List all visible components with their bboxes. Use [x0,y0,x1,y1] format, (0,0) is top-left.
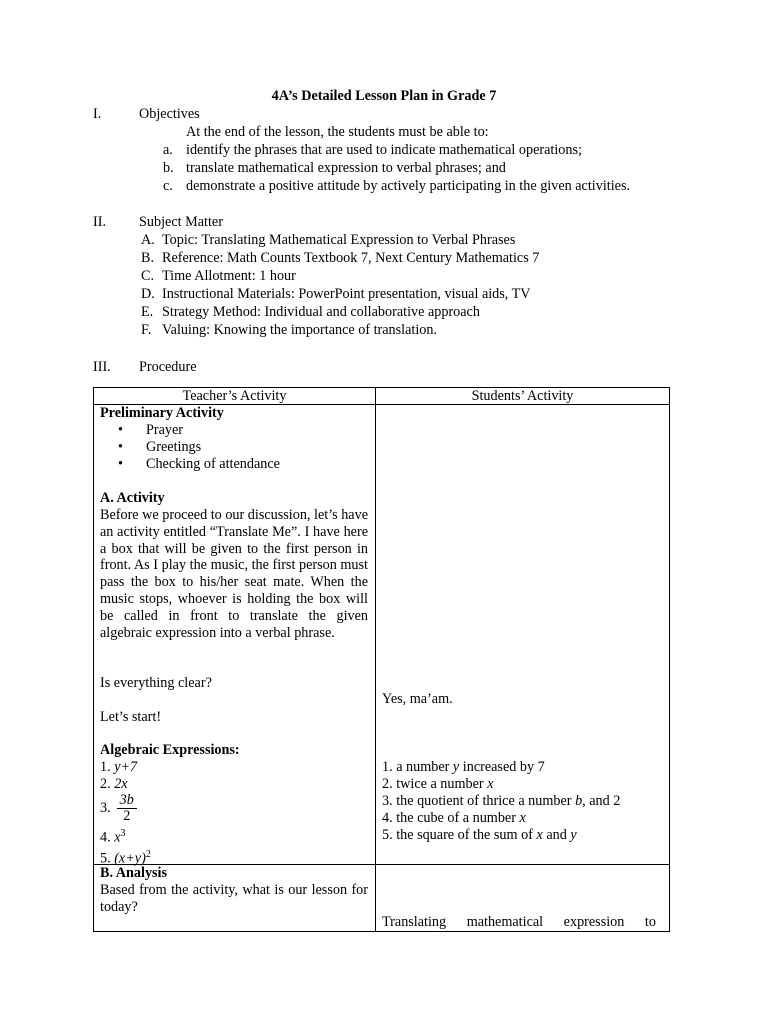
subject-item: Instructional Materials: PowerPoint presentation, visual aids, TV [162,286,531,302]
document-title: 4A’s Detailed Lesson Plan in Grade 7 [271,88,497,104]
objective-item: translate mathematical expression to verbal phrases; and [186,160,506,176]
expression-item: 2. 2x [100,776,128,792]
subject-marker: C. [141,268,155,284]
algebraic-heading: Algebraic Expressions: [100,742,240,758]
objective-item: demonstrate a positive attitude by actively participating in the given activities. [186,178,631,194]
table-header-row [94,388,670,405]
subject-item: Strategy Method: Individual and collaborative approach [162,304,480,320]
analysis-question: Based from the activity, what is our lesson for today? [100,882,368,915]
bullet-item: • Prayer [118,422,184,438]
activity-paragraph: Before we proceed to our discussion, let’s have an activity entitled “Translate Me”. I have here a box that will be given to the first person in front. As I play the music, the first person must pass the box to his/her seat mate. When the music stops, whoever is holding the box will be called in front to translate the given algebraic expression into a verbal phrase. [100,507,368,641]
section-numeral-procedure: III. [93,359,111,375]
answer-item: 3. the quotient of thrice a number b, and 2 [382,793,621,809]
fraction: $\frac{3b}{2}$ [117,793,137,824]
table-row-activity [94,405,670,865]
teacher-activity-cell [94,405,376,865]
section-numeral-objectives: I. [93,106,102,122]
subject-marker: B. [141,250,155,266]
subject-marker: E. [141,304,154,320]
column-header-students: Students’ Activity [376,388,670,405]
subject-item: Valuing: Knowing the importance of translation. [162,322,438,338]
section-heading-subject-matter: Subject Matter [139,214,223,230]
subject-marker: A. [141,232,155,248]
objective-marker: c. [163,178,173,194]
table-row-analysis [94,865,670,932]
subject-item: Reference: Math Counts Textbook 7, Next Century Mathematics 7 [162,250,540,266]
objective-item: identify the phrases that are used to indicate mathematical operations; [186,142,582,158]
subject-marker: F. [141,322,152,338]
subject-item: Time Allotment: 1 hour [162,268,296,284]
section-heading-procedure: Procedure [139,359,197,375]
expression-item: 5. $(x+y)^2$ [100,849,151,867]
activity-question: Is everything clear? [100,675,212,691]
expression-item: 1. y+7 [100,759,138,775]
answer-item: 1. a number y increased by 7 [382,759,545,775]
column-header-teacher: Teacher’s Activity [94,388,376,405]
preliminary-heading: Preliminary Activity [100,405,224,421]
expression-item: 4. $x^3$ [100,828,126,846]
procedure-table [93,387,670,932]
analysis-heading: B. Analysis [100,865,168,881]
activity-start: Let’s start! [100,709,162,725]
section-numeral-subject-matter: II. [93,214,106,230]
students-activity-cell [376,405,670,865]
section-heading-objectives: Objectives [139,106,200,122]
answer-item: 4. the cube of a number x [382,810,526,826]
analysis-answer: Translating mathematical expression to [382,914,656,930]
objective-marker: a. [163,142,173,158]
objective-marker: b. [163,160,174,176]
bullet-item: • Checking of attendance [118,456,280,472]
bullet-item: • Greetings [118,439,202,455]
student-answer-clear: Yes, ma’am. [382,691,453,707]
subject-marker: D. [141,286,155,302]
subject-item: Topic: Translating Mathematical Expression to Verbal Phrases [162,232,516,248]
expression-item: 3. $\frac{3b}{2}$ [100,793,137,824]
answer-item: 5. the square of the sum of x and y [382,827,577,843]
activity-heading: A. Activity [100,490,165,506]
objectives-intro: At the end of the lesson, the students must be able to: [186,124,489,140]
students-analysis-cell [376,865,670,932]
answer-item: 2. twice a number x [382,776,494,792]
teacher-analysis-cell [94,865,376,932]
